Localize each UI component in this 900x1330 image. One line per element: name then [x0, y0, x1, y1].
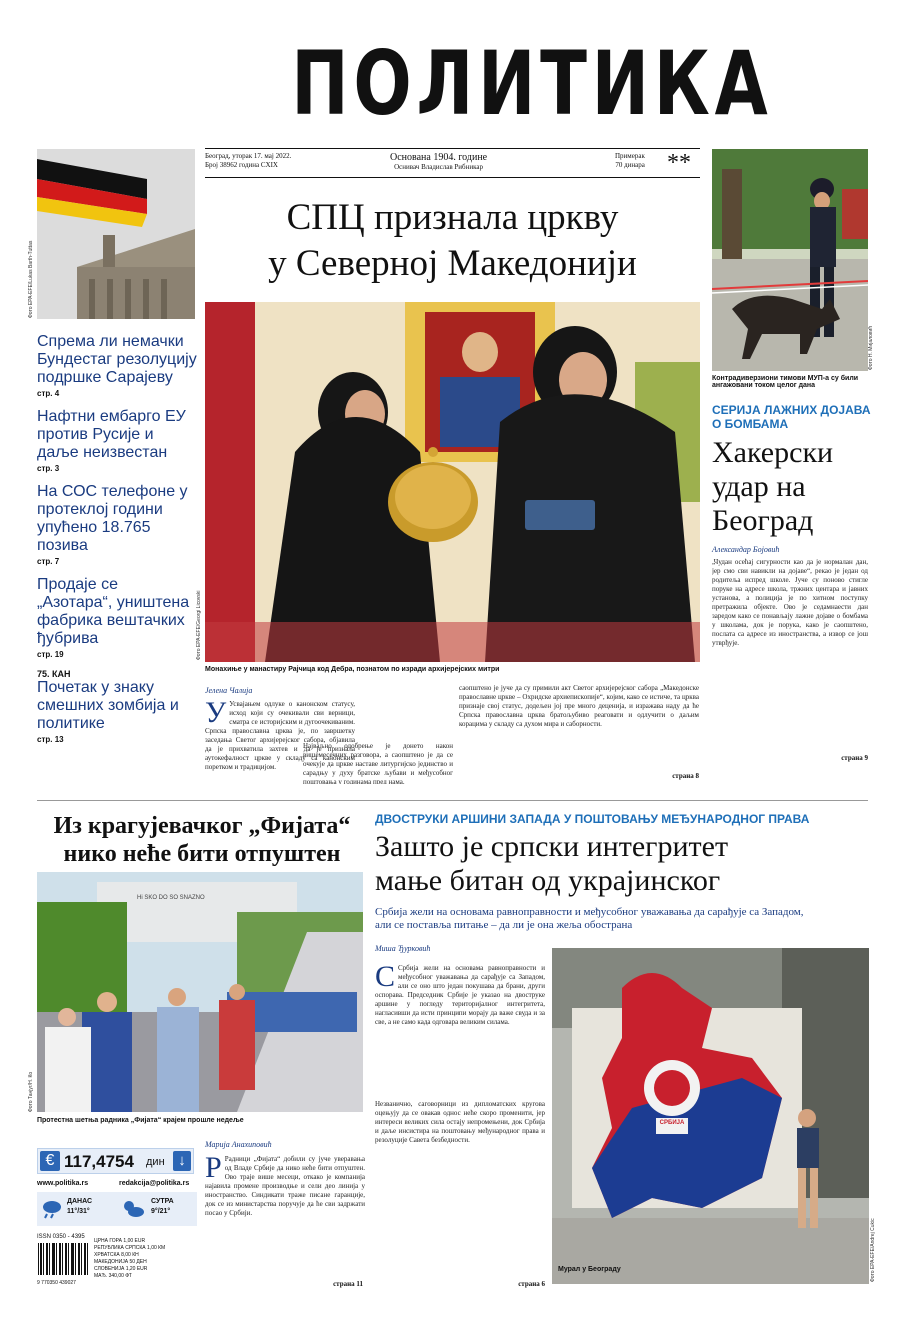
issue-number: Број 38962 година CXIX — [205, 161, 278, 169]
left-item-headline[interactable]: На СОС телефоне у протеклој години упућено 18.765 позива — [37, 483, 188, 554]
left-item-page: стр. 19 — [37, 650, 64, 659]
arrow-down-icon: ↓ — [173, 1151, 191, 1171]
fiat-page[interactable]: страна 11 — [333, 1280, 363, 1288]
barcode-number: 9 770350 439027 — [37, 1280, 76, 1286]
euro-icon: € — [40, 1151, 60, 1171]
copy-label: Примерак — [615, 152, 645, 160]
police-dog-photo[interactable] — [712, 149, 868, 371]
left-feature-kicker: 75. КАН — [37, 669, 71, 679]
west-body-col2: Незванично, саговорници из дипломатских кругова оцењују да се овакав однос неће скоро променити, јер интереси великих сила остају непромењени, док Србија и даље инсистира на поштовању међународног права и резолуције Савета безбедности. — [375, 1100, 545, 1144]
police-dog-photo-credit: Фото H. Мијаловић — [868, 325, 874, 370]
main-headline-line2[interactable]: у Северној Македонији — [268, 243, 637, 284]
police-dog-photo-caption: Контрадиверзиони тимови МУП-а су били ангажовани током целог дана — [712, 375, 859, 389]
main-story-page[interactable]: страна 8 — [625, 772, 699, 780]
weather-today-label: ДАНАС — [67, 1198, 93, 1205]
west-page[interactable]: страна 6 — [518, 1280, 545, 1288]
left-item-page: стр. 7 — [37, 557, 60, 566]
currency-unit: дин — [146, 1156, 165, 1168]
currency-value: 117,4754 — [64, 1152, 134, 1171]
west-headline-line1[interactable]: Зашто је српски интегритет — [375, 830, 729, 863]
hacker-body: „Чудан осећај сигурности као да је нормалан дан, јер смо сви навикли на дојаве“, рекао је један од родитеља испред школе. Јуче су поново стигле поруке на адресе школа, тржних центара и јавних установа, а полиција је по хитном поступку претражила објекте. Ово је седамнаести дан заредом како се понављају лажне дојаве о бомбама у школама, док је порука, како је саопштено, послата са адресе из иностранства, а извор се још утврђује. — [712, 558, 868, 647]
founded-text: Основана 1904. године — [390, 152, 488, 163]
dateline — [205, 148, 700, 178]
price-text: 70 динара — [615, 161, 645, 169]
section-divider — [37, 800, 868, 801]
fiat-photo[interactable] — [37, 872, 363, 1112]
fiat-headline-line1[interactable]: Из крагујевачког „Фијата“ — [53, 813, 351, 839]
dropcap: Р — [205, 1155, 222, 1184]
left-item[interactable] — [37, 483, 197, 566]
weather-tomorrow-temp: 9°/21° — [151, 1208, 171, 1215]
main-story-author: Јелена Чалија — [205, 686, 253, 695]
nuns-photo-credit: Фото EPA-EFE/Georgi Licovski — [196, 590, 202, 660]
website-link[interactable]: www.politika.rs — [37, 1180, 89, 1187]
issn-text: ISSN 0350 - 4395 — [37, 1234, 85, 1240]
rain-cloud-icon — [41, 1198, 63, 1220]
nuns-photo-caption: Монахиње у манастиру Рајчица код Дебра, познатом по изради архијерејских митри — [205, 666, 500, 673]
weather-tomorrow-label: СУТРА — [151, 1198, 174, 1205]
hacker-headline[interactable]: Хакерски удар на Београд — [712, 436, 834, 537]
dropcap: С — [375, 964, 396, 993]
email-link[interactable]: redakcija@politika.rs — [119, 1180, 190, 1187]
footer-links — [37, 1180, 197, 1187]
main-story-col1: У Усвајањем одлуке о канонском статусу, исход који су очекивали сви верници, сматра се историјским и дугоочекиваним. Српска православна црква је, по завршетку заседања Светог архијерејског сабора, објавила да је прихватила захтев и да је признала аутокефалност цркве у складу са канонским поретком и традицијом. — [205, 700, 355, 771]
left-item-page: стр. 4 — [37, 389, 60, 398]
west-kicker: ДВОСТРУКИ АРШИНИ ЗАПАДА У ПОШТОВАЊУ МЕЂУНАРОДНОГ ПРАВА — [375, 812, 810, 826]
edition-stars: ** — [667, 150, 691, 176]
weather-today-temp: 11°/31° — [67, 1208, 90, 1215]
west-headline[interactable] — [375, 830, 870, 898]
main-story-col3: саопштено је јуче да су примили акт Светог архијерејског сабора „Македонске православне цркве – Охридске архиепископије“, којим, како се истиче, та црква признаје свој статус, додељен јој пре много деценија, и изражава наду да ће Српска православна црква братољубиво реаговати и одлучити о даљим корацима у складу са духом мира и саборности. — [459, 684, 699, 728]
date-text: Београд, уторак 17. мај 2022. — [205, 152, 292, 160]
fiat-body: Р Радници „Фијата“ добили су јуче уверавања од Владе Србије да нико неће бити отпуштен. Ово траје више месеци, откако је компанија најавила промене производње и сели део линија у иностранство. Синдикати траже писане гаранције, док се из министарства поручује да ће сви задржати посао у Србији. — [205, 1155, 365, 1217]
west-headline-line2[interactable]: мање битан од украјинског — [375, 864, 721, 897]
left-item[interactable] — [37, 576, 197, 659]
left-item-page: стр. 3 — [37, 464, 60, 473]
fiat-headline-line2[interactable]: нико неће бити отпуштен — [63, 841, 341, 867]
weather-box — [37, 1192, 197, 1226]
left-feature-headline[interactable]: Почетак у знаку смешних зомбија и политике — [37, 679, 179, 732]
mural-label: СРБИЈА — [659, 1120, 685, 1126]
hacker-author: Александар Бојовић — [712, 545, 780, 554]
foreign-prices: ЦРНА ГОРА 1,00 EUR РЕПУБЛИКА СРПСКА 1,00 КМ ХРВАТСКА 8,00 КН МАКЕДОНИЈА 50 ДЕН СЛОВЕНИЈА 1,20 EUR МАЂ. 340,00 ФТ — [94, 1238, 166, 1279]
left-column-list — [37, 333, 197, 744]
fiat-photo-caption: Протестна шетња радника „Фијата“ крајем прошле недеље — [37, 1117, 244, 1124]
left-item-headline[interactable]: Нафтни ембарго ЕУ против Русије и даље неизвестан — [37, 408, 186, 461]
west-body-col1: С Србија жели на основама равноправности и међусобног уважавања да сарађује са Западом, али се оно што један покушава да брани, други оспорава. Председник Србије је указао на двоструке аршине у погледу територијалног интегритета, нагласивши да исти принципи морају да важе свуда и за све, а не само када одговара великим силама. — [375, 964, 545, 1026]
mural-photo-credit: Фото EPA-EFE/Andrej Cukic — [870, 1218, 876, 1282]
left-feature[interactable] — [37, 669, 197, 744]
main-story-col2: Најваљно одобрење је донето након вишемесечних разговора, а саопштено је да се очекује да цркве наставе литургијско јединство и сарадњу у духу братске љубави и међусобног поштовања у годинама пред нама. — [303, 742, 453, 784]
mural-photo[interactable] — [552, 948, 869, 1284]
left-item-headline[interactable]: Продаје се „Азотара“, уништена фабрика вештачких ђубрива — [37, 576, 190, 647]
west-subhead: Србија жели на основама равноправности и међусобног уважавања да сарађује са Западом, али се поставља питање – да ли је она жеља обострана — [375, 906, 804, 931]
fiat-headline[interactable] — [37, 812, 367, 868]
masthead — [245, 32, 773, 136]
currency-box[interactable] — [37, 1148, 194, 1174]
fiat-author: Марија Анахиповић — [205, 1140, 272, 1149]
founder-text: Оснивач Владислав Рибникар — [394, 163, 484, 171]
masthead-title: ПОЛИТИКА — [291, 32, 773, 135]
left-item[interactable] — [37, 333, 197, 398]
nuns-photo[interactable] — [205, 302, 700, 662]
left-feature-page: стр. 13 — [37, 735, 64, 744]
hacker-kicker: СЕРИЈА ЛАЖНИХ ДОЈАВА О БОМБАМА — [712, 403, 871, 431]
hacker-page[interactable]: страна 9 — [841, 754, 868, 762]
fiat-photo-credit: Фото Танјуг/Н. Ко — [28, 1071, 34, 1112]
left-item-headline[interactable]: Спрема ли немачки Бундестаг резолуцију подршке Сарајеву — [37, 333, 197, 386]
sun-cloud-icon — [121, 1198, 145, 1220]
bundestag-photo-credit: Фото EPA-EFE/Lukas Barth-Tuttas — [28, 240, 34, 318]
fiat-building-sign: Hi SKO DO SO SNAZNO — [137, 895, 205, 901]
dropcap: У — [205, 700, 227, 729]
left-item[interactable] — [37, 408, 197, 473]
barcode — [37, 1243, 89, 1286]
main-headline[interactable] — [205, 195, 700, 287]
main-headline-line1[interactable]: СПЦ признала цркву — [286, 197, 619, 238]
mural-photo-caption: Мурал у Београду — [558, 1266, 621, 1273]
bundestag-photo[interactable] — [37, 149, 195, 319]
west-author: Миша Ђурковић — [375, 944, 431, 953]
